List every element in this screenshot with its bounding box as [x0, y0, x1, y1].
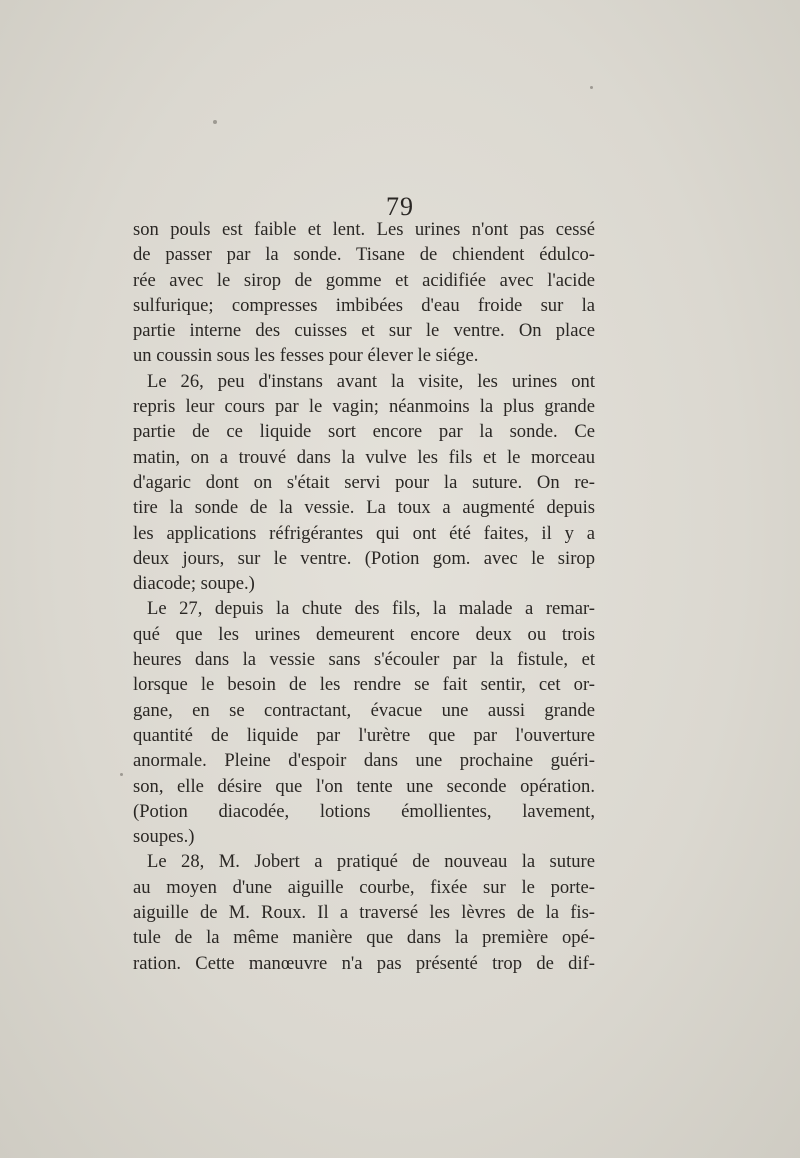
ink-speck: [213, 120, 217, 124]
page-number: 79: [386, 192, 414, 221]
text-line: lorsque le besoin de les rendre se fait sentir, cet or-: [133, 674, 595, 696]
text-line: aiguille de M. Roux. Il a traversé les lèvres de la fis-: [133, 902, 595, 924]
text-line: deux jours, sur le ventre. (Potion gom. avec le sirop: [133, 547, 595, 569]
text-line: (Potion diacodée, lotions émollientes, lavement,: [133, 800, 595, 822]
text-line: Le 28, M. Jobert a pratiqué de nouveau la suture: [147, 851, 595, 873]
text-line: d'agaric dont on s'était servi pour la suture. On re-: [133, 471, 595, 493]
text-line: diacode; soupe.): [133, 573, 255, 595]
text-line: au moyen d'une aiguille courbe, fixée sur le porte-: [133, 876, 595, 898]
ink-speck: [590, 86, 593, 89]
ink-speck: [120, 773, 123, 776]
text-line: Le 27, depuis la chute des fils, la malade a remar-: [147, 598, 595, 620]
text-line: son, elle désire que l'on tente une seconde opération.: [133, 775, 595, 797]
body-text: [133, 217, 595, 976]
text-line: heures dans la vessie sans s'écouler par la fistule, et: [133, 649, 595, 671]
text-line: tire la sonde de la vessie. La toux a augmenté depuis: [133, 497, 595, 519]
text-line: quantité de liquide par l'urètre que par l'ouverture: [133, 724, 595, 746]
text-line: partie de ce liquide sort encore par la sonde. Ce: [133, 421, 595, 443]
text-line: anormale. Pleine d'espoir dans une prochaine guéri-: [133, 750, 595, 772]
text-line: gane, en se contractant, évacue une aussi grande: [133, 699, 595, 721]
text-line: repris leur cours par le vagin; néanmoins la plus grande: [133, 396, 595, 418]
text-line: de passer par la sonde. Tisane de chiendent édulco-: [133, 244, 595, 266]
text-line: son pouls est faible et lent. Les urines n'ont pas cessé: [133, 219, 595, 240]
text-line: qué que les urines demeurent encore deux ou trois: [133, 623, 595, 645]
text-line: matin, on a trouvé dans la vulve les fils et le morceau: [133, 446, 595, 468]
text-line: tule de la même manière que dans la première opé-: [133, 927, 595, 949]
text-line: soupes.): [133, 826, 195, 848]
text-line: un coussin sous les fesses pour élever le siége.: [133, 345, 479, 367]
text-line: les applications réfrigérantes qui ont été faites, il y a: [133, 522, 595, 544]
text-line: rée avec le sirop de gomme et acidifiée avec l'acide: [133, 269, 595, 291]
text-line: ration. Cette manœuvre n'a pas présenté trop de dif-: [133, 952, 595, 974]
text-line: Le 26, peu d'instans avant la visite, les urines ont: [147, 370, 595, 392]
text-line: partie interne des cuisses et sur le ventre. On place: [133, 320, 595, 342]
text-line: sulfurique; compresses imbibées d'eau froide sur la: [133, 294, 595, 316]
